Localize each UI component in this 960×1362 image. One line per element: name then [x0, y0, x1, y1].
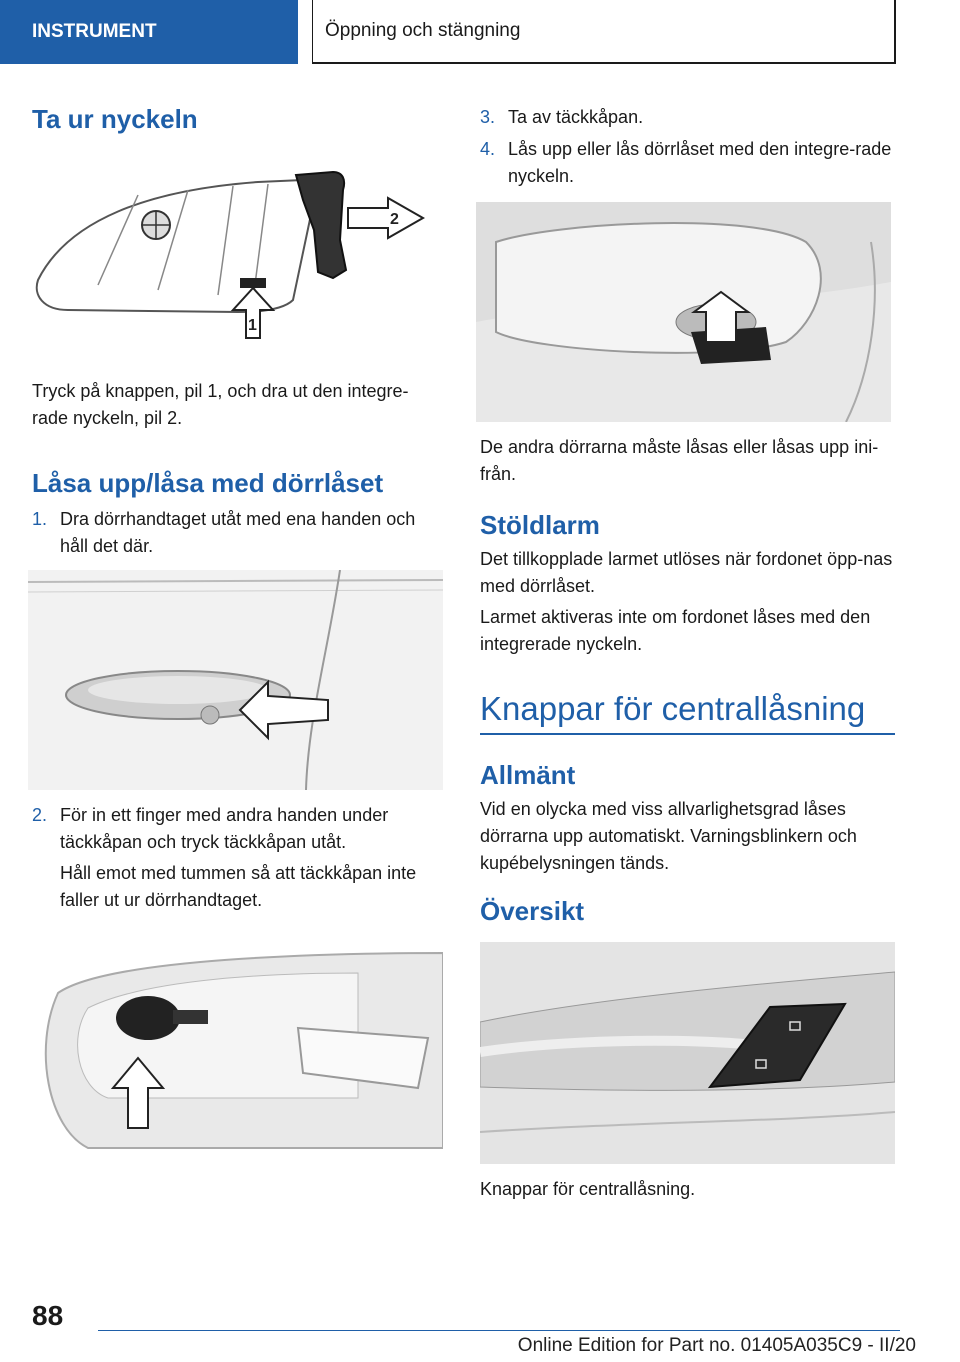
step-4-text: Lås upp eller lås dörrlåset med den integre-rade nyckeln.	[508, 139, 892, 186]
arrow-2-label: 2	[390, 211, 399, 228]
figure-central-locking-buttons	[480, 942, 895, 1164]
step-3-text: Ta av täckkåpan.	[508, 107, 644, 127]
heading-theft-alarm: Stöldlarm	[480, 510, 600, 540]
theft-alarm-text-2: Larmet aktiveras inte om fordonet låses med den integrerade nyckeln.	[480, 607, 871, 654]
figure-caption: Knappar för centrallåsning.	[480, 1179, 696, 1199]
section-title: INSTRUMENT	[32, 21, 157, 42]
heading-general: Allmänt	[480, 760, 576, 790]
step-1-text: Dra dörrhandtaget utåt med ena handen och håll det där.	[60, 509, 416, 556]
heading-central-locking: Knappar för centrallåsning	[480, 690, 866, 727]
step-4	[480, 136, 895, 190]
heading-rule	[480, 733, 895, 735]
figure-door-lock-key	[476, 202, 891, 422]
step-1-number: 1.	[32, 509, 48, 529]
remove-key-text: Tryck på knappen, pil 1, och dra ut den integre-rade nyckeln, pil 2.	[32, 381, 409, 428]
edition-text: Online Edition for Part no. 01405A035C9 - II/20	[517, 1335, 916, 1356]
general-text: Vid en olycka med viss allvarlighetsgrad låses dörrarna upp automatiskt. Varningsblinkern och kupébelysningen tänds.	[480, 799, 857, 873]
page-number: 88	[32, 1300, 64, 1331]
step-2-number: 2.	[32, 805, 48, 825]
footer-rule	[98, 1330, 900, 1331]
figure-door-handle-pull	[28, 570, 443, 790]
chapter-title: Öppning och stängning	[325, 20, 521, 41]
figure-cover-cap	[28, 948, 443, 1168]
heading-lock-with-door: Låsa upp/låsa med dörrlåset	[32, 468, 384, 498]
other-doors-text: De andra dörrarna måste låsas eller låsas upp ini-från.	[480, 437, 879, 484]
heading-overview: Översikt	[480, 896, 585, 926]
step-4-number: 4.	[480, 139, 496, 159]
step-2	[32, 802, 442, 856]
heading-remove-key: Ta ur nyckeln	[32, 104, 198, 134]
section-tab	[0, 0, 298, 64]
figure-key-fob	[28, 160, 443, 360]
step-1	[32, 506, 442, 560]
arrow-1-label: 1	[248, 317, 257, 334]
step-2-note: Håll emot med tummen så att täckkåpan inte faller ut ur dörrhandtaget.	[60, 863, 417, 910]
step-3-number: 3.	[480, 107, 496, 127]
step-2-text: För in ett finger med andra handen under täckkåpan och tryck täckkåpan utåt.	[60, 805, 389, 852]
theft-alarm-text-1: Det tillkopplade larmet utlöses när fordonet öpp-nas med dörrlåset.	[480, 549, 893, 596]
step-3	[480, 104, 895, 131]
chapter-header	[312, 0, 896, 64]
